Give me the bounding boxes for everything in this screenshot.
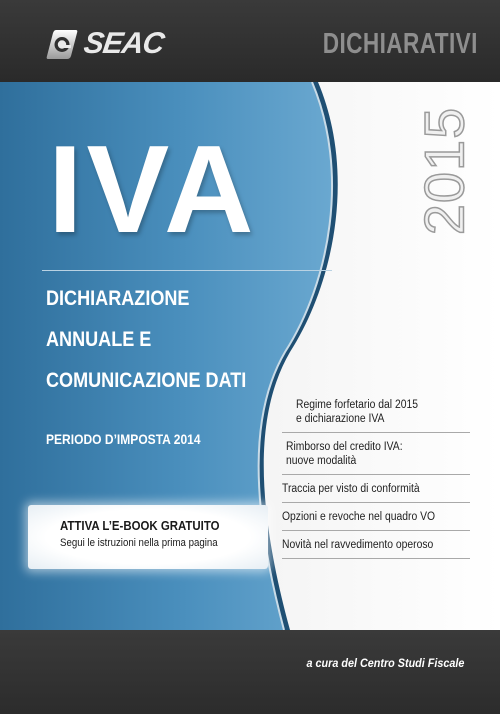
ebook-banner[interactable] (28, 505, 268, 569)
book-cover: SEAC DICHIARATIVI 2015 IVA DICHIARAZIONE ANNUALE E COMUNICAZIONE DATI PERIODO D’IMPOSTA 2014 ATTIVA L’E-BOOK GRATUITO Segui le istruzioni nella prima pagina Regime forfetario dal 2015 e dichiarazione IVA Rimborso del credito IVA: nuove modalità Traccia per visto di conformità Opzioni e revoche nel quadro VO Novità nel ravvedimento operoso a cura del Centro Studi Fiscale (0, 0, 500, 714)
series-label: DICHIARATIVI (322, 28, 478, 60)
publisher-logo (44, 24, 166, 64)
editor-credit: a cura del Centro Studi Fiscale (306, 656, 464, 670)
book-subtitle (46, 286, 246, 409)
subtitle-line: COMUNICAZIONE DATI (46, 369, 247, 392)
topic-item: Rimborso del credito IVA: nuove modalità (282, 440, 470, 475)
tax-period: PERIODO D’IMPOSTA 2014 (46, 431, 201, 447)
bottom-bar (0, 630, 500, 714)
title-divider (42, 270, 332, 271)
subtitle-line: ANNUALE E (46, 328, 152, 351)
ebook-instructions: Segui le istruzioni nella prima pagina (60, 537, 218, 549)
book-title: IVA (48, 121, 258, 259)
ebook-title: ATTIVA L’E-BOOK GRATUITO (60, 518, 220, 533)
subtitle-line: DICHIARAZIONE (46, 287, 190, 310)
logo-text: SEAC (81, 27, 166, 60)
topic-item: Novità nel ravvedimento operoso (282, 538, 470, 559)
logo-mark-icon (44, 26, 80, 62)
topics-list (282, 398, 470, 566)
top-bar (0, 0, 500, 82)
topic-item: Traccia per visto di conformità (282, 482, 470, 503)
topic-item: Regime forfetario dal 2015 e dichiarazione IVA (282, 398, 470, 433)
topic-item: Opzioni e revoche nel quadro VO (282, 510, 470, 531)
